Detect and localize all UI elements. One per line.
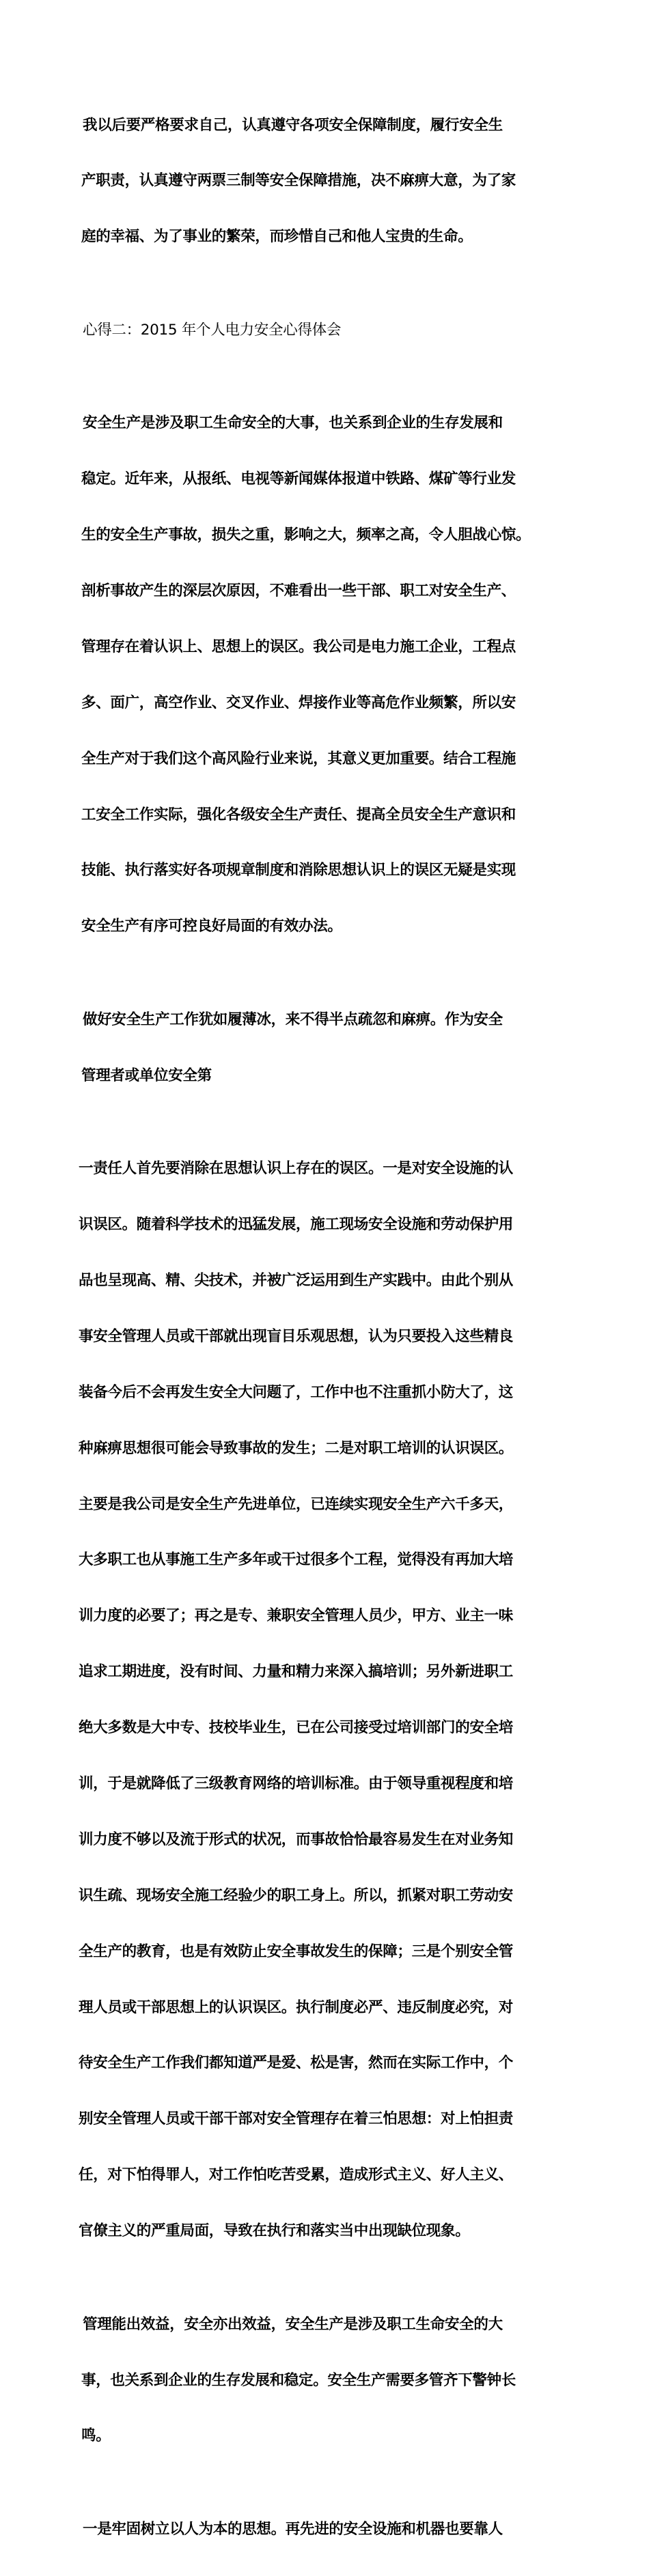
- heading-line: 心得二：2015 年个人电力安全心得体会: [83, 321, 342, 339]
- text-line: 鸣。: [81, 2427, 111, 2445]
- section-heading: [80, 283, 582, 376]
- text-line: 大多职工也从事施工生产多年或干过很多个工程，觉得没有再加大培: [79, 1551, 514, 1569]
- paragraph-safety-importance: [80, 377, 582, 974]
- text-line: 训，于是就降低了三级教育网络的培训标准。由于领导重视程度和培: [79, 1775, 514, 1793]
- text-line: 事，也关系到企业的生存发展和稳定。安全生产需要多管齐下警钟长: [81, 2371, 516, 2389]
- paragraph-benefits: [80, 2278, 582, 2482]
- text-line: 追求工期进度，没有时间、力量和精力来深入搞培训；另外新进职工: [79, 1663, 514, 1681]
- text-line: 我以后要严格要求自己，认真遵守各项安全保障制度，履行安全生: [83, 116, 503, 134]
- text-line: 安全生产有序可控良好局面的有效办法。: [81, 918, 342, 935]
- text-line: 一责任人首先要消除在思想认识上存在的误区。一是对安全设施的认: [79, 1160, 514, 1178]
- text-line: 事安全管理人员或干部就出现盲目乐观思想，认为只要投入这些精良: [79, 1327, 514, 1345]
- paragraph-self-requirement: [80, 79, 582, 283]
- document-page: [80, 79, 582, 2576]
- text-line: 别安全管理人员或干部干部对安全管理存在着三怕思想：对上怕担责: [79, 2110, 514, 2128]
- text-line: 工安全工作实际，强化各级安全生产责任、提高全员安全生产意识和: [81, 806, 516, 823]
- text-line: 识误区。随着科学技术的迅猛发展，施工现场安全设施和劳动保护用: [79, 1216, 514, 1234]
- text-line: 管理能出效益，安全亦出效益，安全生产是涉及职工生命安全的大: [83, 2315, 503, 2333]
- text-line: 生的安全生产事故，损失之重，影响之大，频率之高，令人胆战心惊。: [81, 526, 531, 544]
- text-line: 训力度的必要了；再之是专、兼职安全管理人员少，甲方、业主一味: [79, 1607, 514, 1625]
- paragraph-people-first: [80, 2482, 582, 2575]
- text-line: 稳定。近年来，从报纸、电视等新闻媒体报道中铁路、煤矿等行业发: [81, 470, 516, 488]
- text-line: 做好安全生产工作犹如履薄冰，来不得半点疏忽和麻痹。作为安全: [83, 1010, 503, 1028]
- text-line: 管理者或单位安全第: [81, 1066, 212, 1084]
- text-line: 全生产的教育，也是有效防止安全事故发生的保障；三是个别安全管: [79, 1942, 514, 1960]
- text-line: 技能、执行落实好各项规章制度和消除思想认识上的误区无疑是实现: [81, 862, 516, 879]
- paragraph-thin-ice: [80, 973, 582, 1122]
- text-line: 主要是我公司是安全生产先进单位，已连续实现安全生产六千多天，: [79, 1495, 514, 1513]
- text-line: 全生产对于我们这个高风险行业来说，其意义更加重要。结合工程施: [81, 750, 516, 767]
- text-line: 理人员或干部思想上的认识误区。执行制度必严、违反制度必究，对: [79, 1998, 514, 2016]
- text-line: 多、面广，高空作业、交叉作业、焊接作业等高危作业频繁，所以安: [81, 694, 516, 711]
- text-line: 种麻痹思想很可能会导致事故的发生；二是对职工培训的认识误区。: [79, 1439, 514, 1457]
- text-line: 管理存在着认识上、思想上的误区。我公司是电力施工企业，工程点: [81, 638, 516, 655]
- text-line: 安全生产是涉及职工生命安全的大事，也关系到企业的生存发展和: [83, 414, 503, 432]
- paragraph-misconceptions: [80, 1122, 582, 2278]
- text-line: 识生疏、现场安全施工经验少的职工身上。所以，抓紧对职工劳动安: [79, 1886, 514, 1904]
- text-line: 待安全生产工作我们都知道严是爱、松是害，然而在实际工作中，个: [79, 2054, 514, 2072]
- text-line: 产职责，认真遵守两票三制等安全保障措施，决不麻痹大意，为了家: [81, 172, 516, 190]
- text-line: 绝大多数是大中专、技校毕业生，已在公司接受过培训部门的安全培: [79, 1719, 514, 1737]
- text-line: 剖析事故产生的深层次原因，不难看出一些干部、职工对安全生产、: [81, 582, 516, 600]
- text-line: 装备今后不会再发生安全大问题了，工作中也不注重抓小防大了，这: [79, 1383, 514, 1401]
- text-line: 任，对下怕得罪人，对工作怕吃苦受累，造成形式主义、好人主义、: [79, 2166, 514, 2184]
- text-line: 官僚主义的严重局面，导致在执行和落实当中出现缺位现象。: [79, 2222, 470, 2240]
- text-line: 一是牢固树立以人为本的思想。再先进的安全设施和机器也要靠人: [83, 2520, 503, 2538]
- text-line: 训力度不够以及流于形式的状况，而事故恰恰最容易发生在对业务知: [79, 1830, 514, 1848]
- text-line: 庭的幸福、为了事业的繁荣，而珍惜自己和他人宝贵的生命。: [81, 228, 473, 246]
- text-line: 品也呈现高、精、尖技术，并被广泛运用到生产实践中。由此个别从: [79, 1272, 514, 1289]
